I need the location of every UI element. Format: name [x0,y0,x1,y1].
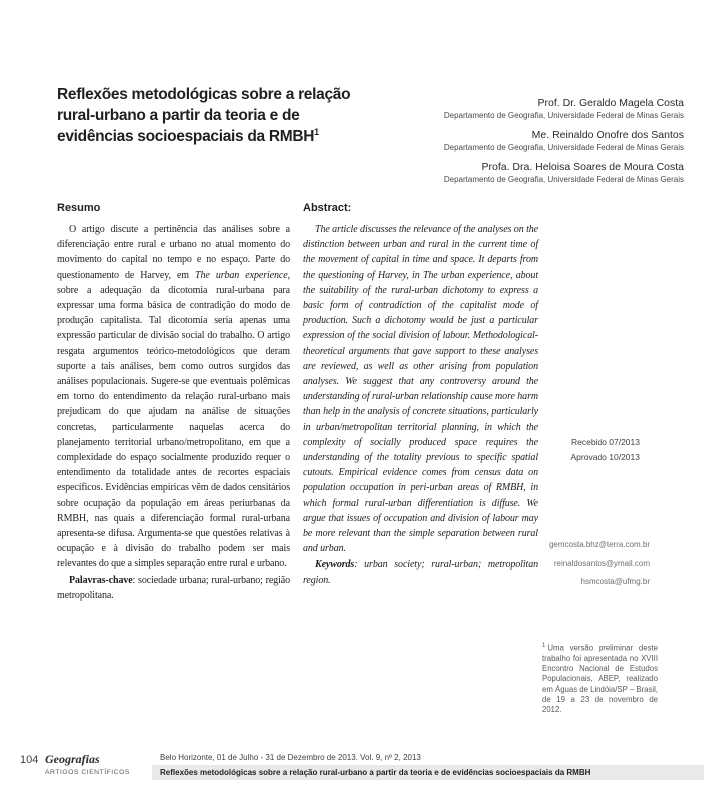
abstract-paragraph: The article discusses the relevance of the analyses on the distinction between urban and rural in the current time of the movement of capital in time and space. It departs from the questioning of Harvey, in The urban experience, about the suitability of the rural-urban dichotomy to express a basic form of contradiction of the capitalist mode of production. Such a dichotomy would be just a particular expression of the social division of labour. Methodological-theoretical arguments that gave support to these analyses are reviewed, as well as other arising from population analyses. We suggest that any controversy around the understanding of rural-urban relationship cause more harm than help in the analysis of concrete situations, particularly in urban/metropolitan territorial planning, in which the complexity of socially produced space requires the understanding of the totality previous to specific spatial cutouts. Empirical evidence comes from census data on population occupation in peri-urban areas of RMBH, in which formal rural-urban differentiation is diffuse. We argue that issues of occupation and division of labour may be more relevant than the simple separation between rural and urban. [303,224,538,555]
footnote [542,641,658,716]
author-email: hsmcosta@ufmg.br [580,577,650,586]
page-title [57,84,379,147]
resumo-text-before: O artigo discute a pertinência das análises sobre a diferenciação entre rural e urbano no atual momento do movimento do capital no tempo e no espaço. Parte do questionamento de Harvey, em [57,224,290,281]
abstract-keywords-text: : urban society; rural-urban; metropolitan region. [303,559,538,586]
author-name: Profa. Dra. Heloisa Soares de Moura Costa [481,161,684,173]
abstract-heading: Abstract: [303,202,352,214]
abstract-keywords [303,557,538,587]
author-name: Prof. Dr. Geraldo Magela Costa [537,97,684,109]
author-name: Me. Reinaldo Onofre dos Santos [531,129,684,141]
footer-issue-line: Belo Horizonte, 01 de Julho - 31 de Dezembro de 2013. Vol. 9, nº 2, 2013 [160,753,421,762]
author-affiliation: Departamento de Geografia, Universidade Federal de Minas Gerais [443,111,684,120]
resumo-column [57,201,290,603]
page-title-text: Reflexões metodológicas sobre a relação rural-urbano a partir da teoria e de evidências socioespaciais da RMBH [57,86,351,145]
author-emails [549,536,650,592]
footnote-text: Uma versão preliminar deste trabalho foi apresentada no XVIII Encontro Nacional de Estudos Populacionais, ABEP, realizado em Águas de Lindóia/SP – Brasil, de 19 a 23 de novembro de 2012. [542,643,659,715]
footer-section-label: ARTIGOS CIENTÍFICOS [45,769,130,776]
footer-running-title: Reflexões metodológicas sobre a relação rural-urbano a partir da teoria e de evidências socioespaciais da RMBH [160,768,591,777]
author-email: reinaldosantos@ymail.com [553,558,650,568]
footer-journal-name: Geografias [45,752,100,766]
approved-date: Aprovado 10/2013 [570,452,640,462]
received-date: Recebido 07/2013 [570,437,640,447]
authors-block [344,96,684,192]
resumo-text-after: , sobre a adequação da dicotomia rural-urbana para expressar uma forma básica de contradição do modo de produção capitalista. Tal dicotomia seria apenas uma expressão particular de divisão social do trabalho. O artigo resgata argumentos teórico-metodológicos que deram suporte a tais análises, bem como outros surgidos das análises populacionais. Sugere-se que eventuais polêmicas em torno do entendimento da relação rural-urbano mais prejudicam do que ajudam na análise de situações concretas, particularmente naquelas acerca do planejamento territorial urbano/metropolitano, em que a complexidade do espaço socialmente produzido requer o entendimento da totalidade antes de recortes espaciais específicos. Evidências empíricas vêm de dados censitários sobre ocupação da população em áreas periurbanas da RMBH, nas quais a diferenciação formal rural-urbana apresenta-se difusa. Argumenta-se que questões relativas à ocupação e à divisão do trabalho podem ser mais relevantes do que a simples separação entre rural e urbano. [57,269,290,570]
footer-page-number: 104 [20,754,39,766]
resumo-paragraph [57,222,290,572]
title-block [57,84,379,147]
title-footnote-marker: 1 [314,126,319,137]
footnote-marker: 1 [542,643,546,649]
author-email: gemcosta.bhz@terra.com.br [548,540,650,549]
author-entry [344,96,684,121]
author-entry [344,160,684,185]
abstract-keywords-label: Keywords [315,559,355,571]
resumo-heading: Resumo [57,202,101,214]
review-dates [571,435,640,465]
resumo-italic-term: The urban experience [195,269,288,281]
author-affiliation: Departamento de Geografia, Universidade Federal de Minas Gerais [443,143,684,152]
author-affiliation: Departamento de Geografia, Universidade Federal de Minas Gerais [443,175,684,184]
abstract-column [303,201,538,588]
resumo-keywords-text: : sociedade urbana; rural-urbano; região metropolitana. [57,574,290,601]
resumo-keywords-label: Palavras-chave [69,574,133,586]
author-entry [344,128,684,153]
resumo-keywords [57,573,290,603]
